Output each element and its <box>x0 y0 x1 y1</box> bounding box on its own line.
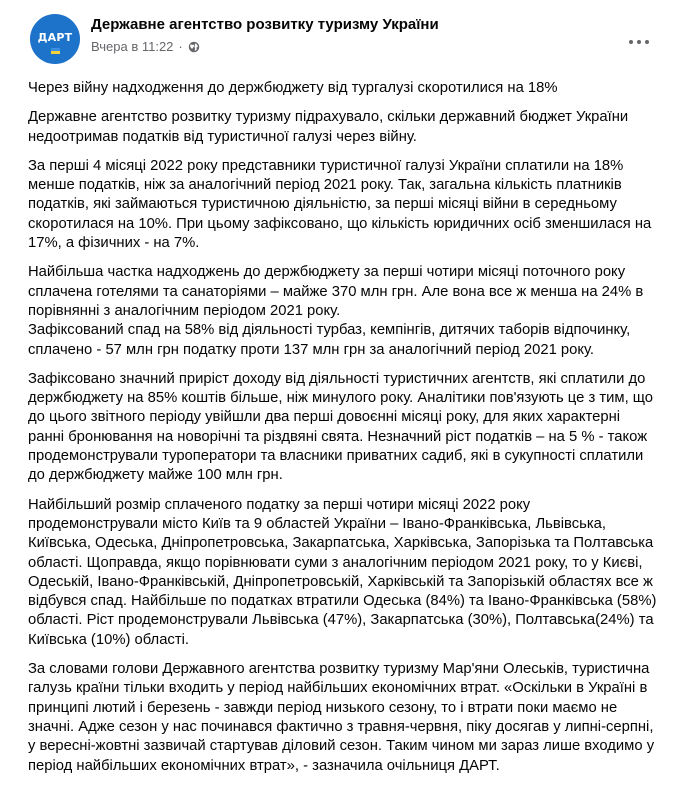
post-paragraph: За словами голови Державного агентства розвитку туризму Мар'яни Олеськів, туристична галузь країни тільки входить у період найбільших економічних втрат. «Оскільки в Україні в принципі лютий і березень - завжди період низького сезону, то і втрати поки маємо не значні. Адже сезон у нас починався фактично з травня-червня, піку досягав у липні-серпні, у вересні-жовтні зазвичай стартував діловий сезон. Таким чином ми зараз лише входимо у період найбільших економічних втрат», - зазначила очільниця ДАРТ. <box>28 661 655 774</box>
page-name-link[interactable]: Державне агентство розвитку туризму України <box>91 16 439 33</box>
post-paragraph: Найбільший розмір сплаченого податку за перші чотири місяці 2022 року продемонстрували місто Київ та 9 областей України – Івано-Франківська, Львівська, Київська, Одеська, Дніпропетровська, Закарпатська, Харківська, Запорізька та Полтавська області. Щоправда, якщо порівнювати суми з аналогічним періодом 2021 року, то у Києві, Одеській, Івано-Франківській, Дніпропетровській, Харківській та Запорізькій областях все ж відбувся спад. Найбільше по податках втратили Одеська (84%) та Івано-Франківська (58%) області. Ріст продемонстрували Львівська (47%), Закарпатська (30%), Полтавська(24%) та Київська (10%) області. <box>28 496 657 648</box>
post-header <box>30 14 673 64</box>
post-paragraph: Державне агентство розвитку туризму підрахувало, скільки державний бюджет України недоотримав податків від туристичної галузі через війну. <box>28 109 629 145</box>
globe-icon[interactable] <box>188 41 200 53</box>
post-paragraph: За перші 4 місяці 2022 року представники туристичної галузі України сплатили на 18% менше податків, ніж за аналогічний період 2021 року. Так, загальна кількість платників податків, які займаються туристичною діяльністю, за перші місяці війни в середньому скоротилася на 10%. При цьому зафіксовано, що кількість юридичних осіб зменшилася на 17%, а фізичних - на 7%. <box>28 157 652 252</box>
post-text <box>28 79 658 786</box>
post-paragraph: Найбільша частка надходжень до держбюджету за перші чотири місяці поточного року сплачена готелями та санаторіями – майже 370 млн грн. Але вона все ж менша на 24% в порівнянні з аналогічним періодом 2021 року. <box>28 264 644 319</box>
post-paragraph: Зафіксовано значний приріст доходу від діяльності туристичних агентств, які сплатили до держбюджету на 85% коштів більше, ніж минулого року. Аналітики пов'язують це з тим, що до цього звітного періоду увійшли два перші довоєнні місяці року, для яких характерні ранні бронювання на новорічні та різдвяні свята. Незначний ріст податків – на 5 % - також продемонстрували туроператори та власники приватних садиб, які в сукупності сплатили до держбюджету майже 100 млн грн. <box>28 370 654 484</box>
post-timestamp[interactable]: Вчера в 11:22 <box>91 39 174 54</box>
more-options-button[interactable] <box>621 24 657 60</box>
more-horizontal-icon <box>629 40 633 44</box>
avatar-logo-text: ДАРТ <box>37 31 73 44</box>
post-meta <box>91 39 200 54</box>
post-paragraph: Через війну надходження до держбюджету від тургалузі скоротилися на 18% <box>28 80 558 96</box>
post-paragraph: Зафіксований спад на 58% від діяльності турбаз, кемпінгів, дитячих таборів відпочинку, сплачено - 57 млн грн податку проти 137 млн грн за аналогічний період 2021 року. <box>28 322 631 358</box>
meta-separator: · <box>178 39 183 54</box>
flag-icon <box>51 48 60 54</box>
avatar[interactable] <box>30 14 80 64</box>
